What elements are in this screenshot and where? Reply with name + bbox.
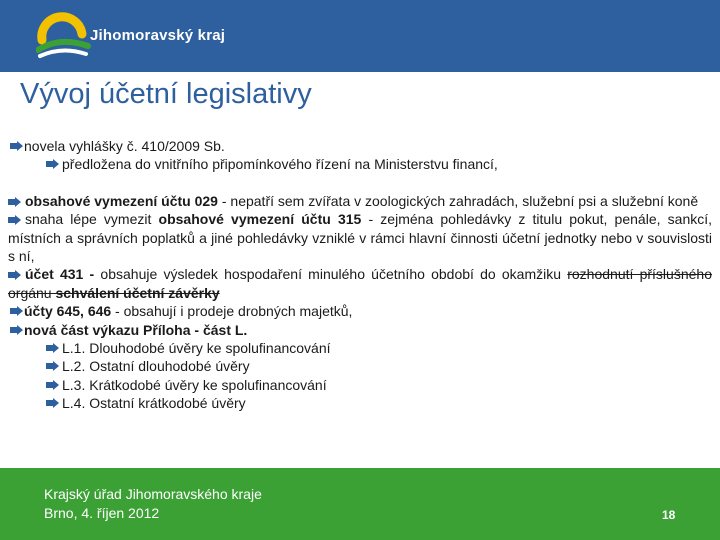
arrow-bullet-icon bbox=[46, 380, 59, 390]
bullet-text: L.4. Ostatní krátkodobé úvěry bbox=[62, 395, 246, 412]
bullet-bold-text: účet 431 - bbox=[25, 266, 95, 283]
bullet-text: - obsahují i prodeje drobných majetků, bbox=[111, 303, 353, 320]
sub-bullet-item bbox=[8, 376, 712, 394]
bullet-bold-text: obsahové vymezení účtu 029 bbox=[25, 192, 218, 209]
footer-line-office: Krajský úřad Jihomoravského kraje bbox=[44, 486, 262, 502]
bullet-item bbox=[8, 265, 712, 302]
arrow-bullet-icon bbox=[10, 141, 23, 151]
bullet-item bbox=[8, 192, 712, 210]
arrow-bullet-icon bbox=[46, 343, 59, 353]
sub-bullet-item bbox=[8, 394, 712, 412]
struck-text: rozhodnutí příslušného orgánu bbox=[8, 266, 712, 301]
bullet-bold-text: účty 645, 646 bbox=[24, 303, 112, 320]
bullet-item bbox=[8, 137, 712, 155]
bullet-item bbox=[8, 321, 712, 339]
bullet-text: L.2. Ostatní dlouhodobé úvěry bbox=[62, 358, 250, 375]
footer-text bbox=[44, 485, 262, 523]
sub-bullet-item bbox=[8, 339, 712, 357]
slide-content bbox=[8, 137, 712, 413]
bullet-bold-text: obsahové vymezení účtu 315 bbox=[158, 211, 362, 228]
bullet-text: - zejména pohledávky z titulu pokut, penále, sankcí, místních a správních poplatků a jiné pohledávky vzniklé v rámci hlavní činnosti účetní jednotky nebo v souvislosti s ní, bbox=[8, 211, 713, 265]
sub-bullet-item bbox=[8, 357, 712, 375]
bullet-text: - nepatří sem zvířata v zoologických zahradách, služební psi a služební koně bbox=[217, 192, 699, 209]
slide-footer bbox=[0, 468, 720, 540]
arrow-bullet-icon bbox=[46, 361, 59, 371]
bullet-text: obsahuje výsledek hospodaření minulého účetního období do okamžiku bbox=[94, 266, 568, 283]
slide-title: Vývoj účetní legislativy bbox=[20, 78, 312, 110]
bullet-text: novela vyhlášky č. 410/2009 Sb. bbox=[24, 138, 225, 154]
footer-line-date: Brno, 4. říjen 2012 bbox=[44, 505, 160, 521]
bullet-text: L.1. Dlouhodobé úvěry ke spolufinancování bbox=[62, 340, 331, 357]
bullet-bold-text: nová část výkazu Příloha - část L. bbox=[24, 321, 248, 338]
bullet-item bbox=[8, 210, 712, 265]
page-number: 18 bbox=[662, 508, 676, 522]
struck-bold-text: schválení účetní závěrky bbox=[51, 284, 220, 301]
arrow-bullet-icon bbox=[8, 270, 21, 280]
bullet-text: snaha lépe vymezit bbox=[25, 211, 159, 228]
sub-bullet-item bbox=[8, 155, 712, 173]
arrow-bullet-icon bbox=[46, 159, 59, 169]
bullet-item bbox=[8, 302, 712, 320]
arrow-bullet-icon bbox=[10, 325, 23, 335]
arrow-bullet-icon bbox=[8, 215, 21, 225]
arrow-bullet-icon bbox=[10, 306, 23, 316]
bullet-text: předložena do vnitřního připomínkového řízení na Ministerstvu financí, bbox=[62, 156, 498, 173]
slide-header bbox=[0, 0, 720, 72]
bullet-text: L.3. Krátkodobé úvěry ke spolufinancování bbox=[62, 376, 327, 393]
logo-text: Jihomoravský kraj bbox=[90, 27, 226, 44]
arrow-bullet-icon bbox=[8, 197, 21, 207]
arrow-bullet-icon bbox=[46, 398, 59, 408]
